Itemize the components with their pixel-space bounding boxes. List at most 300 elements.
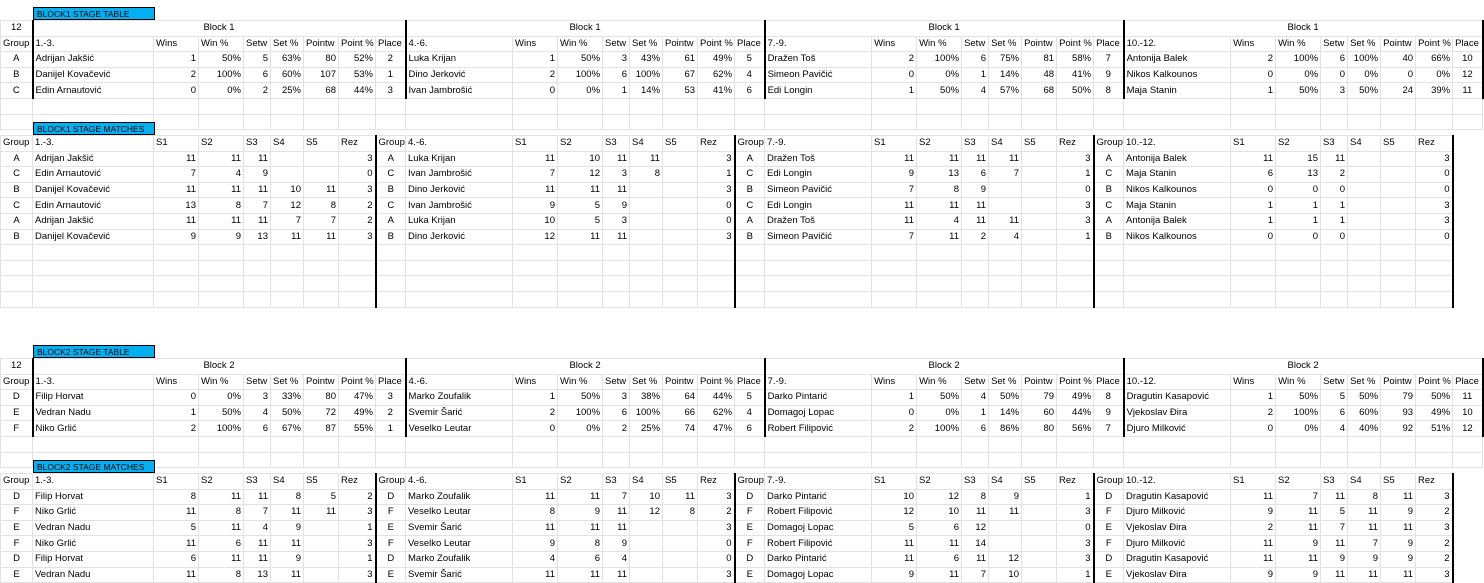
col-header-s1[interactable]: S1: [1231, 136, 1276, 152]
place-cell[interactable]: 8: [1094, 83, 1124, 99]
empty-cell[interactable]: [1348, 452, 1381, 468]
empty-cell[interactable]: [1124, 114, 1231, 130]
group-letter[interactable]: D: [376, 551, 406, 567]
group-letter[interactable]: D: [1, 551, 33, 567]
player-name[interactable]: Edin Arnautović: [33, 167, 154, 183]
win-pct-cell[interactable]: 50%: [1276, 83, 1321, 99]
set-score-cell[interactable]: [154, 245, 199, 261]
set-score-cell[interactable]: [1348, 213, 1381, 229]
player-name[interactable]: Danijel Kovačević: [33, 182, 154, 198]
set-score-cell[interactable]: 11: [244, 489, 271, 505]
set-score-cell[interactable]: 11: [872, 198, 917, 214]
col-header-place[interactable]: Place: [376, 374, 406, 390]
set-score-cell[interactable]: 3: [603, 167, 630, 183]
player-name[interactable]: Djuro Milković: [1124, 505, 1231, 521]
col-header-winpct[interactable]: Win %: [1276, 36, 1321, 52]
set-score-cell[interactable]: [1276, 291, 1321, 307]
group-letter[interactable]: E: [735, 567, 765, 583]
set-score-cell[interactable]: 11: [558, 567, 603, 583]
set-score-cell[interactable]: [304, 551, 339, 567]
set-pct-cell[interactable]: 63%: [271, 52, 304, 68]
set-score-cell[interactable]: 9: [154, 229, 199, 245]
empty-cell[interactable]: [765, 436, 872, 452]
player-name[interactable]: Dino Jerković: [406, 182, 513, 198]
result-cell[interactable]: 0: [698, 198, 735, 214]
set-pct-cell[interactable]: 100%: [630, 405, 663, 421]
set-score-cell[interactable]: [1022, 260, 1057, 276]
set-score-cell[interactable]: 5: [304, 489, 339, 505]
set-score-cell[interactable]: [304, 167, 339, 183]
col-header-s5[interactable]: S5: [304, 474, 339, 490]
player-name[interactable]: Antonija Balek: [1124, 52, 1231, 68]
player-name[interactable]: Filip Horvat: [33, 551, 154, 567]
set-score-cell[interactable]: [1348, 198, 1381, 214]
empty-cell[interactable]: [513, 98, 558, 114]
setw-cell[interactable]: 3: [603, 52, 630, 68]
empty-cell[interactable]: [154, 436, 199, 452]
set-score-cell[interactable]: 8: [199, 567, 244, 583]
wins-cell[interactable]: 2: [872, 52, 917, 68]
empty-cell[interactable]: [1124, 98, 1231, 114]
group-letter[interactable]: D: [735, 489, 765, 505]
player-name[interactable]: [765, 245, 872, 261]
set-score-cell[interactable]: 7: [304, 213, 339, 229]
set-pct-cell[interactable]: 86%: [989, 421, 1022, 437]
col-header-group[interactable]: Group: [1, 374, 33, 390]
set-score-cell[interactable]: [663, 567, 698, 583]
wins-cell[interactable]: 0: [1231, 421, 1276, 437]
set-score-cell[interactable]: 11: [1321, 567, 1348, 583]
set-score-cell[interactable]: 9: [603, 536, 630, 552]
col-header-s3[interactable]: S3: [244, 474, 271, 490]
set-score-cell[interactable]: 10: [513, 213, 558, 229]
result-cell[interactable]: 3: [1416, 567, 1453, 583]
pointw-cell[interactable]: 53: [663, 83, 698, 99]
empty-cell[interactable]: [199, 452, 244, 468]
player-name[interactable]: Edi Longin: [765, 83, 872, 99]
set-score-cell[interactable]: [1231, 260, 1276, 276]
set-score-cell[interactable]: 2: [962, 229, 989, 245]
empty-cell[interactable]: [1348, 98, 1381, 114]
set-pct-cell[interactable]: 14%: [989, 67, 1022, 83]
set-score-cell[interactable]: 8: [271, 489, 304, 505]
col-header-s5[interactable]: S5: [1381, 136, 1416, 152]
set-score-cell[interactable]: 8: [630, 167, 663, 183]
set-score-cell[interactable]: [1022, 182, 1057, 198]
wins-cell[interactable]: 1: [1231, 390, 1276, 406]
player-name[interactable]: Marko Zoufalik: [406, 390, 513, 406]
col-header-s4[interactable]: S4: [1348, 474, 1381, 490]
empty-cell[interactable]: [1124, 452, 1231, 468]
player-name[interactable]: [406, 245, 513, 261]
set-pct-cell[interactable]: 0%: [1348, 67, 1381, 83]
set-score-cell[interactable]: 11: [872, 213, 917, 229]
col-header-setw[interactable]: Setw: [962, 374, 989, 390]
set-score-cell[interactable]: 9: [872, 567, 917, 583]
set-score-cell[interactable]: 11: [989, 151, 1022, 167]
set-score-cell[interactable]: 7: [872, 182, 917, 198]
empty-cell[interactable]: [376, 452, 406, 468]
set-score-cell[interactable]: 7: [1348, 536, 1381, 552]
empty-cell[interactable]: [962, 114, 989, 130]
col-header-winpct[interactable]: Win %: [917, 36, 962, 52]
player-name[interactable]: Domagoj Lopac: [765, 567, 872, 583]
set-score-cell[interactable]: 11: [199, 489, 244, 505]
set-score-cell[interactable]: 11: [989, 505, 1022, 521]
set-score-cell[interactable]: [1231, 291, 1276, 307]
empty-cell[interactable]: [406, 98, 513, 114]
player-name[interactable]: Niko Grlić: [33, 421, 154, 437]
empty-cell[interactable]: [1022, 98, 1057, 114]
group-range-label[interactable]: 4.-6.: [406, 136, 513, 152]
player-name[interactable]: [33, 260, 154, 276]
group-letter[interactable]: C: [735, 167, 765, 183]
result-cell[interactable]: 3: [698, 520, 735, 536]
win-pct-cell[interactable]: 50%: [917, 390, 962, 406]
wins-cell[interactable]: 2: [513, 67, 558, 83]
set-score-cell[interactable]: [304, 520, 339, 536]
set-score-cell[interactable]: 6: [917, 551, 962, 567]
player-name[interactable]: Vedran Nadu: [33, 567, 154, 583]
col-header-wins[interactable]: Wins: [1231, 374, 1276, 390]
col-header-winpct[interactable]: Win %: [558, 36, 603, 52]
set-score-cell[interactable]: 11: [271, 505, 304, 521]
pointw-cell[interactable]: 107: [304, 67, 339, 83]
set-pct-cell[interactable]: 50%: [1348, 390, 1381, 406]
result-cell[interactable]: 0: [698, 213, 735, 229]
group-letter[interactable]: F: [376, 505, 406, 521]
col-header-pointw[interactable]: Pointw: [1022, 374, 1057, 390]
empty-cell[interactable]: [339, 114, 376, 130]
set-score-cell[interactable]: [989, 198, 1022, 214]
group-letter[interactable]: [1, 276, 33, 292]
set-score-cell[interactable]: 11: [603, 151, 630, 167]
point-pct-cell[interactable]: 62%: [698, 405, 735, 421]
col-header-setpct[interactable]: Set %: [989, 36, 1022, 52]
col-header-pointpct[interactable]: Point %: [339, 36, 376, 52]
col-header-place[interactable]: Place: [1094, 374, 1124, 390]
col-header-winpct[interactable]: Win %: [199, 374, 244, 390]
set-score-cell[interactable]: 9: [603, 198, 630, 214]
win-pct-cell[interactable]: 100%: [917, 421, 962, 437]
set-score-cell[interactable]: [304, 151, 339, 167]
empty-cell[interactable]: [765, 98, 872, 114]
col-header-s3[interactable]: S3: [1321, 474, 1348, 490]
empty-cell[interactable]: [1348, 436, 1381, 452]
pointw-cell[interactable]: 80: [1022, 421, 1057, 437]
empty-cell[interactable]: [1022, 436, 1057, 452]
group-letter[interactable]: A: [735, 151, 765, 167]
set-score-cell[interactable]: 11: [917, 536, 962, 552]
empty-cell[interactable]: [1, 98, 33, 114]
group-letter[interactable]: F: [1094, 536, 1124, 552]
empty-cell[interactable]: [1381, 114, 1416, 130]
set-score-cell[interactable]: 10: [989, 567, 1022, 583]
set-pct-cell[interactable]: 14%: [630, 83, 663, 99]
set-score-cell[interactable]: 9: [513, 198, 558, 214]
result-cell[interactable]: 3: [1416, 198, 1453, 214]
group-letter[interactable]: C: [1, 83, 33, 99]
player-name[interactable]: Darko Pintarić: [765, 551, 872, 567]
set-pct-cell[interactable]: 100%: [1348, 52, 1381, 68]
place-cell[interactable]: 8: [1094, 390, 1124, 406]
col-header-pointw[interactable]: Pointw: [663, 36, 698, 52]
set-score-cell[interactable]: [558, 260, 603, 276]
setw-cell[interactable]: 6: [244, 421, 271, 437]
group-letter[interactable]: E: [1, 520, 33, 536]
set-score-cell[interactable]: [1022, 505, 1057, 521]
result-cell[interactable]: [1416, 276, 1453, 292]
set-score-cell[interactable]: 6: [1231, 167, 1276, 183]
empty-cell[interactable]: [304, 98, 339, 114]
col-header-s4[interactable]: S4: [989, 136, 1022, 152]
set-score-cell[interactable]: 11: [1381, 489, 1416, 505]
empty-cell[interactable]: [630, 436, 663, 452]
set-score-cell[interactable]: 9: [513, 536, 558, 552]
set-score-cell[interactable]: 11: [872, 536, 917, 552]
point-pct-cell[interactable]: 49%: [698, 52, 735, 68]
empty-cell[interactable]: [1094, 114, 1124, 130]
set-score-cell[interactable]: 11: [872, 551, 917, 567]
set-score-cell[interactable]: 13: [244, 229, 271, 245]
player-name[interactable]: Adrijan Jakšić: [33, 52, 154, 68]
group-letter[interactable]: [1, 291, 33, 307]
wins-cell[interactable]: 1: [872, 390, 917, 406]
pointw-cell[interactable]: 24: [1381, 83, 1416, 99]
set-score-cell[interactable]: 5: [558, 198, 603, 214]
col-header-pointpct[interactable]: Point %: [339, 374, 376, 390]
set-score-cell[interactable]: 1: [1231, 198, 1276, 214]
empty-cell[interactable]: [271, 98, 304, 114]
player-name[interactable]: Robert Filipović: [765, 421, 872, 437]
player-name[interactable]: Darko Pintarić: [765, 390, 872, 406]
point-pct-cell[interactable]: 47%: [339, 390, 376, 406]
block-label[interactable]: Block 2: [1124, 359, 1483, 375]
set-score-cell[interactable]: [304, 567, 339, 583]
group-letter[interactable]: [1094, 276, 1124, 292]
group-letter[interactable]: C: [376, 167, 406, 183]
empty-cell[interactable]: [1094, 452, 1124, 468]
set-pct-cell[interactable]: 38%: [630, 390, 663, 406]
group-range-label[interactable]: 7.-9.: [765, 374, 872, 390]
set-score-cell[interactable]: [1022, 167, 1057, 183]
group-letter[interactable]: E: [735, 520, 765, 536]
win-pct-cell[interactable]: 0%: [1276, 421, 1321, 437]
empty-cell[interactable]: [989, 436, 1022, 452]
set-score-cell[interactable]: [663, 167, 698, 183]
empty-cell[interactable]: [872, 98, 917, 114]
group-letter[interactable]: E: [376, 567, 406, 583]
result-cell[interactable]: 0: [339, 167, 376, 183]
col-header-setpct[interactable]: Set %: [989, 374, 1022, 390]
set-score-cell[interactable]: [1231, 245, 1276, 261]
set-score-cell[interactable]: 11: [513, 567, 558, 583]
empty-cell[interactable]: [406, 436, 513, 452]
set-score-cell[interactable]: [663, 291, 698, 307]
set-score-cell[interactable]: 4: [603, 551, 630, 567]
player-name[interactable]: Vjekoslav Đira: [1124, 567, 1231, 583]
set-score-cell[interactable]: 7: [154, 167, 199, 183]
empty-cell[interactable]: [376, 436, 406, 452]
player-name[interactable]: Vjekoslav Đira: [1124, 520, 1231, 536]
empty-cell[interactable]: [989, 452, 1022, 468]
group-range-label[interactable]: 10.-12.: [1124, 136, 1231, 152]
player-name[interactable]: Vedran Nadu: [33, 405, 154, 421]
col-header-group[interactable]: Group: [1, 474, 33, 490]
empty-cell[interactable]: [376, 98, 406, 114]
player-name[interactable]: Simeon Pavičić: [765, 182, 872, 198]
set-score-cell[interactable]: [271, 276, 304, 292]
set-score-cell[interactable]: [1381, 213, 1416, 229]
group-letter[interactable]: D: [735, 551, 765, 567]
empty-cell[interactable]: [872, 436, 917, 452]
player-name[interactable]: Dino Jerković: [406, 229, 513, 245]
set-score-cell[interactable]: 0: [1321, 229, 1348, 245]
set-score-cell[interactable]: 11: [917, 567, 962, 583]
set-score-cell[interactable]: 7: [271, 213, 304, 229]
empty-cell[interactable]: [558, 452, 603, 468]
col-header-rez[interactable]: Rez: [698, 474, 735, 490]
point-pct-cell[interactable]: 50%: [1057, 83, 1094, 99]
set-score-cell[interactable]: [630, 276, 663, 292]
empty-cell[interactable]: [603, 452, 630, 468]
col-header-s5[interactable]: S5: [304, 136, 339, 152]
set-score-cell[interactable]: 5: [558, 213, 603, 229]
set-score-cell[interactable]: [630, 213, 663, 229]
win-pct-cell[interactable]: 100%: [199, 421, 244, 437]
result-cell[interactable]: 2: [698, 505, 735, 521]
set-score-cell[interactable]: 11: [917, 151, 962, 167]
win-pct-cell[interactable]: 50%: [558, 52, 603, 68]
set-score-cell[interactable]: 11: [917, 198, 962, 214]
set-score-cell[interactable]: 7: [872, 229, 917, 245]
wins-cell[interactable]: 1: [154, 405, 199, 421]
result-cell[interactable]: 0: [1416, 182, 1453, 198]
col-header-s4[interactable]: S4: [989, 474, 1022, 490]
col-header-wins[interactable]: Wins: [1231, 36, 1276, 52]
set-pct-cell[interactable]: 14%: [989, 405, 1022, 421]
col-header-group[interactable]: Group: [1, 136, 33, 152]
empty-cell[interactable]: [962, 452, 989, 468]
col-header-rez[interactable]: Rez: [339, 474, 376, 490]
col-header-s4[interactable]: S4: [630, 136, 663, 152]
setw-cell[interactable]: 1: [962, 405, 989, 421]
col-header-pointw[interactable]: Pointw: [663, 374, 698, 390]
point-pct-cell[interactable]: 41%: [1057, 67, 1094, 83]
result-cell[interactable]: [1416, 260, 1453, 276]
player-name[interactable]: Nikos Kalkounos: [1124, 182, 1231, 198]
set-score-cell[interactable]: [244, 260, 271, 276]
win-pct-cell[interactable]: 50%: [917, 83, 962, 99]
pointw-cell[interactable]: 66: [663, 405, 698, 421]
set-pct-cell[interactable]: 33%: [271, 390, 304, 406]
group-letter[interactable]: [376, 245, 406, 261]
group-letter[interactable]: B: [376, 229, 406, 245]
setw-cell[interactable]: 6: [603, 405, 630, 421]
set-pct-cell[interactable]: 25%: [271, 83, 304, 99]
group-range-label[interactable]: 7.-9.: [765, 136, 872, 152]
set-score-cell[interactable]: 11: [199, 551, 244, 567]
set-score-cell[interactable]: [962, 245, 989, 261]
set-score-cell[interactable]: 3: [603, 213, 630, 229]
set-score-cell[interactable]: 11: [603, 567, 630, 583]
set-score-cell[interactable]: [1022, 151, 1057, 167]
col-header-s4[interactable]: S4: [630, 474, 663, 490]
col-header-place[interactable]: Place: [1094, 36, 1124, 52]
set-score-cell[interactable]: 5: [872, 520, 917, 536]
empty-cell[interactable]: [1416, 98, 1453, 114]
result-cell[interactable]: [339, 291, 376, 307]
col-header-setpct[interactable]: Set %: [1348, 36, 1381, 52]
set-score-cell[interactable]: 11: [989, 213, 1022, 229]
set-score-cell[interactable]: [663, 182, 698, 198]
set-score-cell[interactable]: 7: [1321, 520, 1348, 536]
set-score-cell[interactable]: [630, 520, 663, 536]
pointw-cell[interactable]: 0: [1381, 67, 1416, 83]
setw-cell[interactable]: 4: [244, 405, 271, 421]
group-letter[interactable]: C: [735, 198, 765, 214]
point-pct-cell[interactable]: 52%: [339, 52, 376, 68]
set-score-cell[interactable]: 7: [1276, 489, 1321, 505]
result-cell[interactable]: 3: [339, 536, 376, 552]
col-header-s4[interactable]: S4: [271, 474, 304, 490]
player-name[interactable]: [406, 291, 513, 307]
col-header-s1[interactable]: S1: [1231, 474, 1276, 490]
set-score-cell[interactable]: 8: [1348, 489, 1381, 505]
col-header-wins[interactable]: Wins: [872, 374, 917, 390]
col-header-s5[interactable]: S5: [663, 136, 698, 152]
set-score-cell[interactable]: [154, 276, 199, 292]
group-letter[interactable]: B: [1094, 182, 1124, 198]
group-letter[interactable]: E: [1, 567, 33, 583]
group-letter[interactable]: F: [1, 421, 33, 437]
set-score-cell[interactable]: 11: [1381, 520, 1416, 536]
empty-cell[interactable]: [244, 98, 271, 114]
result-cell[interactable]: 1: [339, 551, 376, 567]
col-header-pointpct[interactable]: Point %: [698, 374, 735, 390]
set-score-cell[interactable]: [1348, 245, 1381, 261]
set-score-cell[interactable]: 11: [513, 520, 558, 536]
empty-cell[interactable]: [1276, 98, 1321, 114]
empty-cell[interactable]: [1416, 114, 1453, 130]
group-letter[interactable]: C: [1094, 167, 1124, 183]
empty-cell[interactable]: [1231, 452, 1276, 468]
col-header-wins[interactable]: Wins: [513, 36, 558, 52]
group-letter[interactable]: E: [1094, 520, 1124, 536]
col-header-s4[interactable]: S4: [271, 136, 304, 152]
result-cell[interactable]: [698, 245, 735, 261]
player-name[interactable]: Antonija Balek: [1124, 213, 1231, 229]
player-name[interactable]: Svemir Šarić: [406, 567, 513, 583]
group-letter[interactable]: B: [735, 182, 765, 198]
col-header-setw[interactable]: Setw: [1321, 374, 1348, 390]
group-letter[interactable]: D: [1094, 551, 1124, 567]
col-header-wins[interactable]: Wins: [154, 36, 199, 52]
group-range-label[interactable]: 7.-9.: [765, 474, 872, 490]
set-score-cell[interactable]: 11: [603, 505, 630, 521]
place-cell[interactable]: 12: [1453, 421, 1483, 437]
set-score-cell[interactable]: 1: [1321, 213, 1348, 229]
empty-cell[interactable]: [735, 436, 765, 452]
col-header-s1[interactable]: S1: [154, 136, 199, 152]
player-name[interactable]: [33, 291, 154, 307]
pointw-cell[interactable]: 61: [663, 52, 698, 68]
pointw-cell[interactable]: 64: [663, 390, 698, 406]
col-header-rez[interactable]: Rez: [1057, 474, 1094, 490]
set-score-cell[interactable]: 11: [1231, 151, 1276, 167]
group-letter[interactable]: B: [735, 229, 765, 245]
group-letter[interactable]: D: [1, 489, 33, 505]
